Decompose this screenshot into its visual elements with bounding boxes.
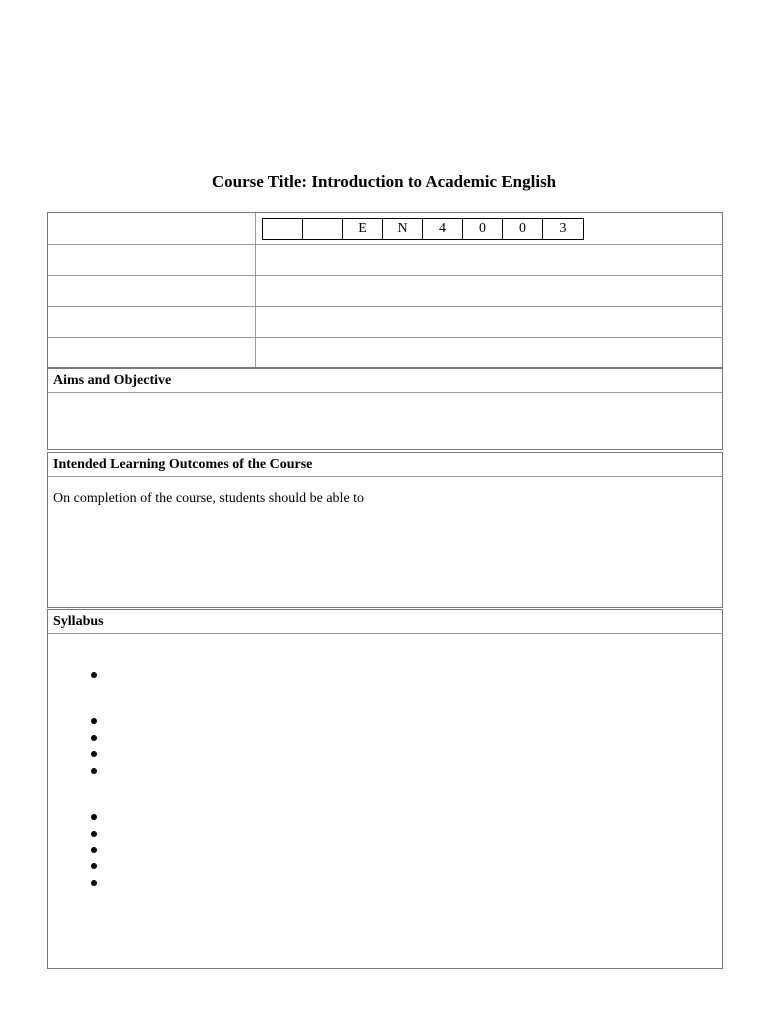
code-box xyxy=(303,219,343,239)
aims-section xyxy=(47,368,723,450)
aims-body xyxy=(48,393,722,449)
course-code-boxes xyxy=(262,218,584,240)
syllabus-bullet xyxy=(91,880,97,886)
code-box: N xyxy=(383,219,423,239)
code-box: 4 xyxy=(423,219,463,239)
outcomes-heading: Intended Learning Outcomes of the Course xyxy=(48,453,722,477)
info-row xyxy=(48,245,722,276)
syllabus-bullet xyxy=(91,751,97,757)
course-info-table xyxy=(47,212,723,368)
code-box: 3 xyxy=(559,221,567,236)
syllabus-heading: Syllabus xyxy=(48,610,722,634)
syllabus-bullet xyxy=(91,814,97,820)
syllabus-bullet xyxy=(91,847,97,853)
outcomes-body xyxy=(48,477,722,607)
syllabus-bullet xyxy=(91,831,97,837)
syllabus-bullet xyxy=(91,718,97,724)
syllabus-bullet xyxy=(91,768,97,774)
syllabus-bullet xyxy=(91,735,97,741)
code-box: E xyxy=(343,219,383,239)
syllabus-section xyxy=(47,609,723,969)
course-code-row xyxy=(48,213,722,245)
info-row xyxy=(48,338,722,367)
syllabus-bullet xyxy=(91,863,97,869)
code-box: 0 xyxy=(503,219,543,239)
outcomes-section xyxy=(47,452,723,608)
code-box xyxy=(263,219,303,239)
syllabus-body xyxy=(48,634,722,968)
outcomes-intro: On completion of the course, students should be able to xyxy=(53,491,365,506)
course-title: Course Title: Introduction to Academic English xyxy=(211,172,557,191)
info-row xyxy=(48,276,722,307)
syllabus-bullet xyxy=(91,672,97,678)
info-row xyxy=(48,307,722,338)
code-box: 0 xyxy=(463,219,503,239)
aims-heading: Aims and Objective xyxy=(48,369,722,393)
